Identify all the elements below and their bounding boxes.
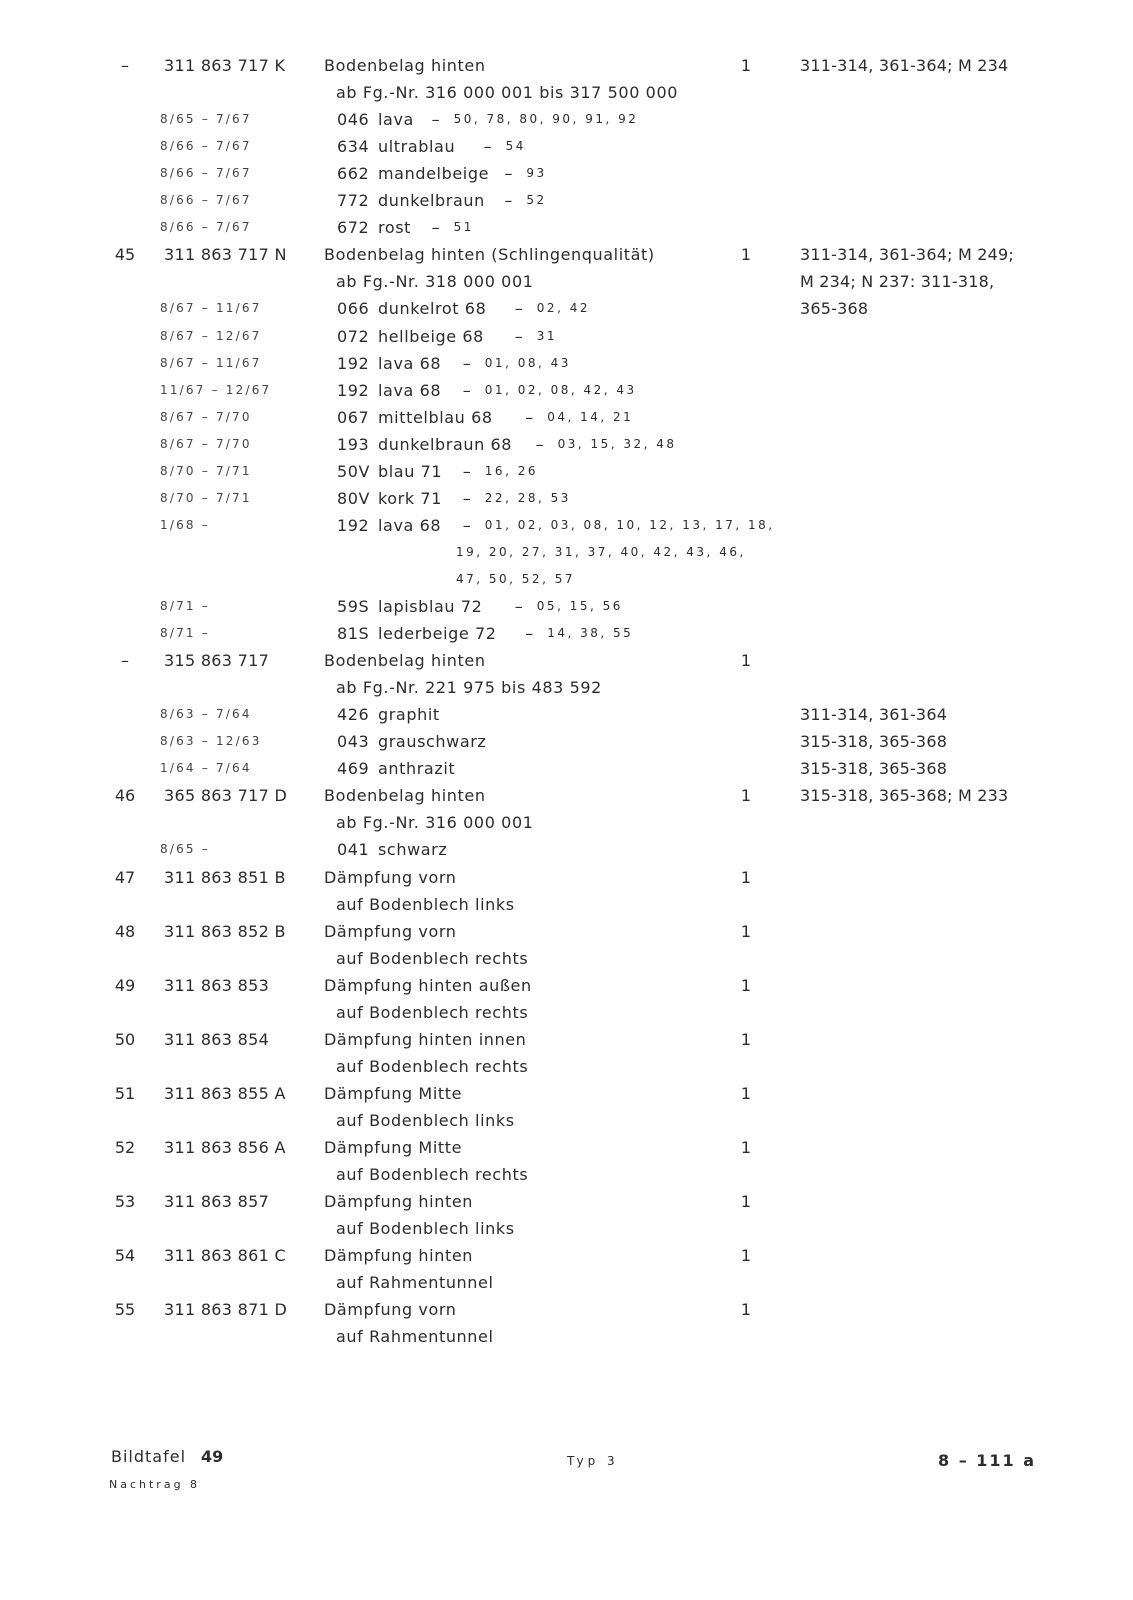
- color-variants: 93: [526, 166, 547, 181]
- quantity: 1: [740, 56, 752, 75]
- part-number: 365 863 717 D: [164, 786, 288, 806]
- color-name: mandelbeige: [378, 164, 490, 184]
- list-row: [0, 377, 1133, 404]
- color-code: 59S: [337, 597, 370, 616]
- list-row: [0, 79, 1133, 106]
- bildtafel-number: 49: [201, 1447, 224, 1466]
- date-range: 8/67 – 7/70: [160, 409, 252, 424]
- description-detail: auf Bodenblech rechts: [336, 1165, 529, 1185]
- part-description: Dämpfung hinten innen: [324, 1029, 527, 1049]
- color-variants: 05, 15, 56: [536, 599, 623, 613]
- position-number: 54: [114, 1246, 136, 1266]
- list-row: [0, 539, 1133, 566]
- quantity: 1: [740, 1029, 752, 1049]
- list-row: [0, 1080, 1133, 1107]
- color-code: 193: [337, 434, 370, 454]
- list-row: [0, 593, 1133, 620]
- dash-separator: –: [514, 597, 524, 616]
- position-number: 53: [114, 1192, 136, 1212]
- color-name: hellbeige 68: [378, 326, 484, 346]
- quantity: 1: [740, 1300, 752, 1320]
- color-variants: 50, 78, 80, 90, 91, 92: [453, 112, 639, 127]
- part-description: Dämpfung Mitte: [324, 1083, 463, 1103]
- position-number: 46: [114, 786, 136, 806]
- quantity: 1: [740, 786, 752, 806]
- color-code: 80V: [337, 488, 371, 508]
- part-number: 311 863 717 K: [164, 56, 286, 75]
- description-detail: auf Rahmentunnel: [336, 1327, 494, 1347]
- color-name: schwarz: [378, 840, 448, 860]
- color-variants: 02, 42: [536, 301, 590, 316]
- list-row: [0, 999, 1133, 1026]
- list-row: [0, 241, 1133, 268]
- list-row: [0, 647, 1133, 674]
- dash-separator: –: [462, 380, 472, 400]
- list-row: [0, 1053, 1133, 1080]
- list-row: [0, 918, 1133, 945]
- part-description: Dämpfung vorn: [324, 921, 457, 941]
- part-description: Dämpfung Mitte: [324, 1138, 463, 1157]
- list-row: [0, 1215, 1133, 1242]
- list-row: [0, 701, 1133, 728]
- position-number: 47: [114, 867, 136, 887]
- color-name: dunkelbraun 68: [378, 434, 513, 454]
- color-variants: 03, 15, 32, 48: [557, 436, 677, 451]
- part-number: 311 863 853: [164, 975, 270, 995]
- dash-separator: –: [514, 326, 524, 346]
- model-remarks: 311-314, 361-364; M 249;: [800, 245, 1014, 265]
- color-code: 772: [337, 191, 370, 211]
- color-code: 81S: [337, 624, 370, 644]
- position-number: –: [121, 56, 129, 75]
- color-name: grauschwarz: [378, 732, 487, 752]
- color-name: mittelblau 68: [378, 407, 493, 427]
- dash-separator: –: [504, 164, 513, 184]
- date-range: 8/66 – 7/67: [160, 139, 252, 154]
- color-name: lapisblau 72: [378, 597, 483, 616]
- color-code: 426: [337, 705, 370, 725]
- part-description: Dämpfung vorn: [324, 867, 457, 887]
- part-number: 311 863 851 B: [164, 867, 286, 887]
- date-range: 8/67 – 11/67: [160, 301, 262, 316]
- part-description: Bodenbelag hinten: [324, 786, 486, 806]
- description-detail: ab Fg.-Nr. 318 000 001: [336, 272, 534, 292]
- list-row: [0, 891, 1133, 918]
- quantity: 1: [740, 1192, 752, 1212]
- quantity: 1: [740, 1138, 752, 1157]
- date-range: 8/65 –: [160, 842, 210, 857]
- color-variants: 14, 38, 55: [547, 626, 634, 641]
- list-row: [0, 106, 1133, 133]
- list-row: [0, 1242, 1133, 1269]
- color-variants: 22, 28, 53: [484, 490, 571, 505]
- list-row: [0, 268, 1133, 295]
- color-name: dunkelbraun: [378, 191, 485, 211]
- list-row: [0, 945, 1133, 972]
- dash-separator: –: [514, 299, 524, 319]
- part-description: Dämpfung hinten: [324, 1246, 474, 1266]
- quantity: 1: [740, 921, 752, 941]
- description-detail: auf Bodenblech rechts: [336, 1002, 529, 1022]
- color-code: 043: [337, 732, 370, 752]
- description-detail: auf Bodenblech links: [336, 894, 515, 914]
- description-detail: auf Bodenblech rechts: [336, 948, 529, 968]
- list-row: [0, 620, 1133, 647]
- part-description: Dämpfung hinten außen: [324, 975, 532, 995]
- color-variants: 52: [526, 193, 547, 208]
- dash-separator: –: [525, 407, 534, 427]
- date-range: 1/68 –: [160, 517, 210, 532]
- part-number: 311 863 871 D: [164, 1300, 288, 1320]
- color-name: kork 71: [378, 488, 442, 508]
- part-description: Dämpfung vorn: [324, 1300, 457, 1320]
- color-code: 662: [337, 164, 370, 184]
- model-remarks: 365-368: [800, 299, 869, 319]
- list-row: [0, 1026, 1133, 1053]
- dash-separator: –: [462, 353, 472, 373]
- list-row: [0, 187, 1133, 214]
- date-range: 8/65 – 7/67: [160, 112, 252, 127]
- color-variants: 16, 26: [484, 463, 538, 478]
- page-number: 8 – 111 a: [938, 1451, 1037, 1470]
- list-row: [0, 133, 1133, 160]
- list-row: [0, 1161, 1133, 1188]
- list-row: [0, 404, 1133, 431]
- list-row: [0, 431, 1133, 458]
- date-range: 8/67 – 12/67: [160, 328, 262, 343]
- list-row: [0, 350, 1133, 377]
- date-range: 8/70 – 7/71: [160, 463, 252, 478]
- date-range: 8/67 – 11/67: [160, 355, 262, 370]
- part-number: 311 863 717 N: [164, 245, 287, 265]
- dash-separator: –: [525, 624, 534, 644]
- dash-separator: –: [483, 137, 493, 157]
- color-name: anthrazit: [378, 759, 456, 779]
- list-row: [0, 160, 1133, 187]
- model-remarks: 315-318, 365-368: [800, 759, 948, 779]
- description-detail: ab Fg.-Nr. 316 000 001: [336, 813, 534, 833]
- list-row: [0, 864, 1133, 891]
- list-row: [0, 972, 1133, 999]
- list-row: [0, 458, 1133, 485]
- color-variants: 51: [453, 220, 474, 235]
- date-range: 8/66 – 7/67: [160, 220, 252, 235]
- position-number: 49: [114, 975, 136, 995]
- color-variants-continued: 19, 20, 27, 31, 37, 40, 42, 43, 46,: [456, 544, 746, 559]
- part-description: Bodenbelag hinten: [324, 651, 486, 671]
- model-remarks: 311-314, 361-364; M 234: [800, 56, 1009, 75]
- quantity: 1: [740, 651, 752, 671]
- position-number: 51: [114, 1083, 136, 1103]
- color-code: 067: [337, 407, 370, 427]
- bildtafel-label: Bildtafel: [111, 1447, 187, 1466]
- list-row: [0, 295, 1133, 322]
- part-description: Bodenbelag hinten (Schlingenqualität): [324, 245, 655, 265]
- list-row: [0, 323, 1133, 350]
- color-code: 192: [337, 380, 370, 400]
- date-range: 8/70 – 7/71: [160, 490, 252, 505]
- color-code: 634: [337, 137, 370, 157]
- list-row: [0, 809, 1133, 836]
- color-name: lava 68: [378, 380, 442, 400]
- list-row: [0, 1107, 1133, 1134]
- color-variants: 01, 08, 43: [484, 355, 571, 370]
- part-number: 311 863 854: [164, 1029, 270, 1049]
- list-row: [0, 836, 1133, 863]
- position-number: –: [121, 651, 129, 671]
- list-row: [0, 512, 1133, 539]
- quantity: 1: [740, 975, 752, 995]
- dash-separator: –: [462, 488, 472, 508]
- color-code: 046: [337, 110, 370, 130]
- color-name: ultrablau: [378, 137, 456, 157]
- position-number: 48: [114, 921, 136, 941]
- date-range: 8/63 – 7/64: [160, 707, 252, 722]
- date-range: 8/71 –: [160, 599, 210, 613]
- color-name: graphit: [378, 705, 440, 725]
- color-name: lederbeige 72: [378, 624, 497, 644]
- list-row: [0, 1269, 1133, 1296]
- nachtrag-label: Nachtrag 8: [109, 1478, 201, 1491]
- color-code: 192: [337, 515, 370, 535]
- dash-separator: –: [431, 218, 441, 238]
- part-number: 311 863 852 B: [164, 921, 286, 941]
- description-detail: ab Fg.-Nr. 316 000 001 bis 317 500 000: [336, 83, 679, 103]
- part-number: 315 863 717: [164, 651, 270, 671]
- date-range: 8/67 – 7/70: [160, 436, 252, 451]
- description-detail: auf Rahmentunnel: [336, 1273, 494, 1293]
- typ-label: Typ 3: [567, 1454, 619, 1468]
- list-row: [0, 566, 1133, 593]
- color-name: dunkelrot 68: [378, 299, 487, 319]
- dash-separator: –: [504, 191, 513, 211]
- dash-separator: –: [535, 434, 545, 454]
- color-code: 066: [337, 299, 370, 319]
- color-code: 192: [337, 353, 370, 373]
- part-description: Bodenbelag hinten: [324, 56, 486, 75]
- model-remarks: 311-314, 361-364: [800, 705, 948, 725]
- color-name: blau 71: [378, 461, 443, 481]
- position-number: 50: [114, 1029, 136, 1049]
- list-row: [0, 485, 1133, 512]
- list-row: [0, 1296, 1133, 1323]
- model-remarks: 315-318, 365-368; M 233: [800, 786, 1009, 806]
- date-range: 8/66 – 7/67: [160, 193, 252, 208]
- date-range: 8/71 –: [160, 626, 210, 641]
- dash-separator: –: [462, 461, 472, 481]
- color-variants: 31: [536, 328, 558, 343]
- list-row: [0, 728, 1133, 755]
- date-range: 1/64 – 7/64: [160, 761, 252, 776]
- part-number: 311 863 857: [164, 1192, 270, 1212]
- color-name: lava 68: [378, 353, 442, 373]
- dash-separator: –: [462, 515, 472, 535]
- date-range: 8/63 – 12/63: [160, 734, 262, 749]
- color-code: 041: [337, 840, 370, 860]
- color-variants: 01, 02, 03, 08, 10, 12, 13, 17, 18,: [484, 517, 775, 532]
- dash-separator: –: [431, 110, 441, 130]
- color-variants: 54: [505, 139, 526, 154]
- date-range: 8/66 – 7/67: [160, 166, 252, 181]
- part-number: 311 863 861 C: [164, 1246, 286, 1266]
- color-name: lava 68: [378, 515, 442, 535]
- part-description: Dämpfung hinten: [324, 1192, 474, 1212]
- position-number: 52: [114, 1138, 136, 1157]
- list-row: [0, 1134, 1133, 1161]
- part-number: 311 863 855 A: [164, 1083, 286, 1103]
- list-row: [0, 755, 1133, 782]
- list-row: [0, 782, 1133, 809]
- quantity: 1: [740, 1246, 752, 1266]
- color-variants-continued: 47, 50, 52, 57: [456, 571, 575, 586]
- list-row: [0, 1188, 1133, 1215]
- color-variants: 04, 14, 21: [547, 409, 634, 424]
- description-detail: ab Fg.-Nr. 221 975 bis 483 592: [336, 678, 602, 698]
- color-code: 672: [337, 218, 370, 238]
- list-row: [0, 52, 1133, 79]
- color-name: rost: [378, 218, 412, 238]
- list-row: [0, 1323, 1133, 1350]
- list-row: [0, 214, 1133, 241]
- model-remarks: 315-318, 365-368: [800, 732, 948, 752]
- model-remarks: M 234; N 237: 311-318,: [800, 272, 995, 292]
- description-detail: auf Bodenblech rechts: [336, 1056, 529, 1076]
- color-variants: 01, 02, 08, 42, 43: [484, 382, 637, 397]
- color-code: 072: [337, 326, 370, 346]
- list-row: [0, 674, 1133, 701]
- position-number: 45: [114, 245, 136, 265]
- color-code: 50V: [337, 461, 371, 481]
- quantity: 1: [740, 867, 752, 887]
- position-number: 55: [114, 1300, 136, 1320]
- date-range: 11/67 – 12/67: [160, 382, 272, 397]
- part-number: 311 863 856 A: [164, 1138, 286, 1157]
- description-detail: auf Bodenblech links: [336, 1219, 515, 1239]
- description-detail: auf Bodenblech links: [336, 1110, 515, 1130]
- quantity: 1: [740, 245, 752, 265]
- color-name: lava: [378, 110, 414, 130]
- quantity: 1: [740, 1083, 752, 1103]
- color-code: 469: [337, 759, 370, 779]
